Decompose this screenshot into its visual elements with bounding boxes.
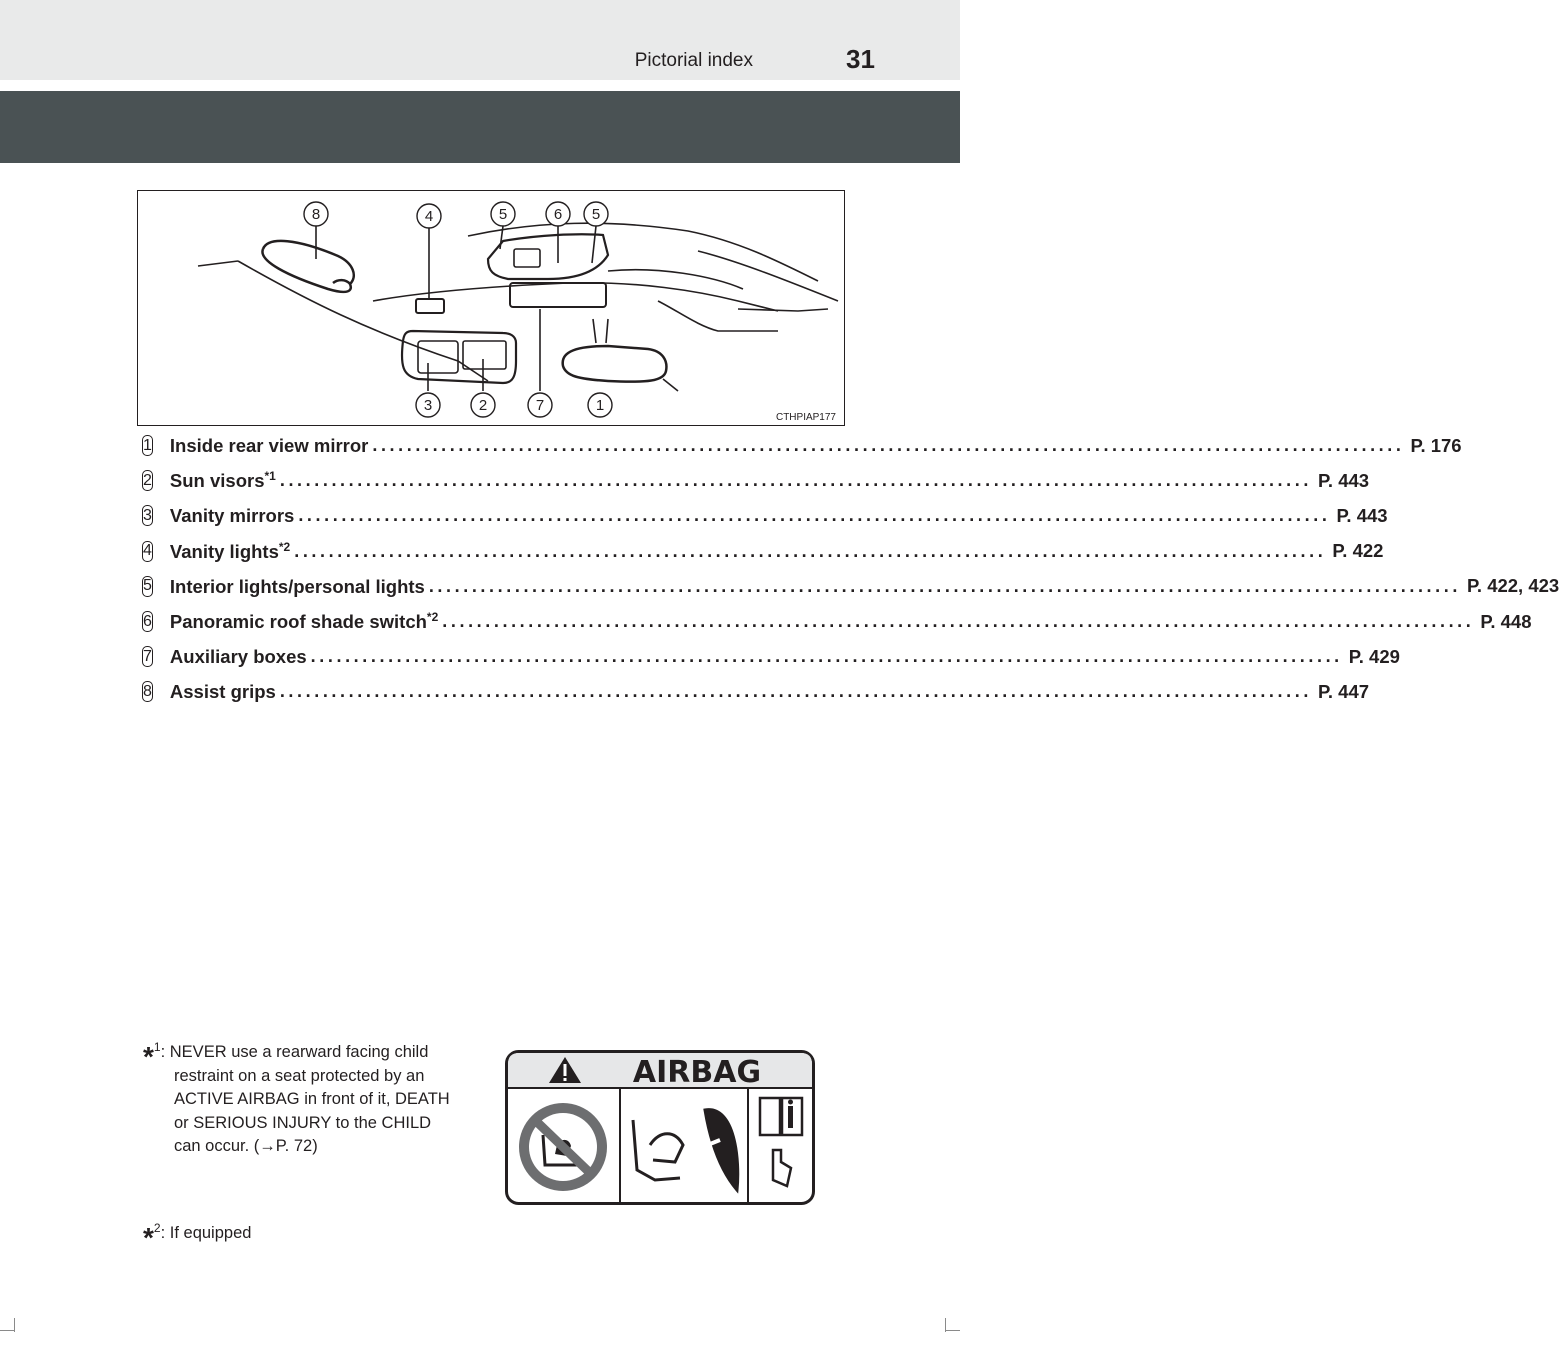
item-label: Panoramic roof shade switch$^{*2}$ bbox=[169, 610, 439, 633]
index-item bbox=[142, 569, 1559, 604]
item-number: 6 bbox=[142, 611, 153, 632]
index-item bbox=[142, 534, 1384, 569]
header-band bbox=[0, 91, 960, 163]
item-label: Assist grips bbox=[169, 681, 276, 703]
item-number: 7 bbox=[142, 646, 153, 667]
item-label: Auxiliary boxes bbox=[169, 646, 307, 668]
index-item bbox=[142, 428, 1462, 463]
leader-dots: ........................................................................................................................ bbox=[310, 646, 1343, 667]
index-item bbox=[142, 639, 1400, 674]
index-list bbox=[142, 428, 1559, 710]
item-page-ref[interactable]: P. 176 bbox=[1410, 434, 1462, 456]
leader-dots: ........................................................................................................................ bbox=[279, 470, 1312, 491]
header-bar bbox=[0, 0, 960, 80]
svg-text:3: 3 bbox=[423, 397, 433, 414]
airbag-title: AIRBAG bbox=[632, 1055, 762, 1090]
callout-8 bbox=[304, 202, 328, 226]
item-page-ref[interactable]: P. 443 bbox=[1336, 504, 1388, 526]
leader-dots: ........................................................................................................................ bbox=[428, 575, 1461, 596]
callout-2 bbox=[471, 393, 495, 417]
callout-1 bbox=[588, 393, 612, 417]
callout-3 bbox=[416, 393, 440, 417]
leader-dots: ........................................................................................................................ bbox=[442, 611, 1475, 632]
leader-dots: ........................................................................................................................ bbox=[298, 505, 1331, 526]
index-item bbox=[142, 498, 1388, 533]
footnote-1: *$^1$: NEVER use a rearward facing child restraint on a seat protected by an ACTIVE AIRBAG in front of it, DEATH or SERIOUS INJURY to the CHILD can occur. (→P. 72) bbox=[143, 1040, 450, 1155]
svg-text:8: 8 bbox=[311, 206, 321, 223]
callout-7 bbox=[528, 393, 552, 417]
svg-text:1: 1 bbox=[595, 397, 605, 414]
svg-text:6: 6 bbox=[553, 206, 563, 223]
callout-4 bbox=[417, 204, 441, 228]
svg-text:2: 2 bbox=[478, 397, 488, 414]
item-page-ref[interactable]: P. 422 bbox=[1332, 540, 1384, 562]
index-item bbox=[142, 674, 1370, 709]
index-item bbox=[142, 463, 1370, 498]
overhead-console-illustration bbox=[137, 190, 845, 426]
ceiling-drawing bbox=[138, 191, 844, 425]
item-number: 5 bbox=[142, 576, 153, 597]
page-number: 31 bbox=[846, 44, 875, 74]
item-number: 4 bbox=[142, 541, 153, 562]
callout-5a bbox=[491, 202, 515, 226]
leader-dots: ........................................................................................................................ bbox=[294, 540, 1327, 561]
svg-text:7: 7 bbox=[535, 397, 545, 414]
item-number: 1 bbox=[142, 435, 153, 456]
item-label: Vanity lights$^{*2}$ bbox=[169, 539, 291, 562]
no-rear-facing-seat-icon bbox=[519, 1103, 607, 1191]
item-label: Sun visors$^{*1}$ bbox=[169, 469, 276, 492]
callout-5b bbox=[584, 202, 608, 226]
item-label: Interior lights/personal lights bbox=[169, 575, 425, 597]
footnote-2: *$^2$: If equipped bbox=[143, 1221, 252, 1253]
crop-mark bbox=[946, 1330, 960, 1331]
crop-mark bbox=[945, 1318, 946, 1332]
index-item bbox=[142, 604, 1532, 639]
airbag-label-graphic bbox=[505, 1050, 815, 1205]
item-label: Inside rear view mirror bbox=[169, 435, 369, 457]
figure-code: CTHPIAP177 bbox=[775, 412, 836, 423]
item-label: Vanity mirrors bbox=[169, 505, 295, 527]
airbag-warning-label bbox=[505, 1050, 815, 1205]
item-page-ref[interactable]: P. 447 bbox=[1317, 680, 1370, 702]
item-number: 2 bbox=[142, 470, 153, 491]
item-number: 3 bbox=[142, 505, 153, 526]
item-page-ref[interactable]: P. 422, 423 bbox=[1466, 575, 1559, 597]
callout-6 bbox=[546, 202, 570, 226]
item-page-ref[interactable]: P. 443 bbox=[1317, 469, 1370, 491]
item-page-ref[interactable]: P. 448 bbox=[1480, 610, 1532, 632]
svg-text:4: 4 bbox=[424, 208, 434, 225]
crop-mark bbox=[0, 1330, 14, 1331]
svg-text:5: 5 bbox=[498, 206, 508, 223]
section-title: Pictorial index bbox=[634, 50, 753, 71]
leader-dots: ........................................................................................................................ bbox=[279, 681, 1312, 702]
item-number: 8 bbox=[142, 681, 153, 702]
crop-mark bbox=[14, 1318, 15, 1332]
item-page-ref[interactable]: P. 429 bbox=[1348, 645, 1400, 667]
leader-dots: ........................................................................................................................ bbox=[372, 435, 1405, 456]
svg-text:5: 5 bbox=[591, 206, 601, 223]
